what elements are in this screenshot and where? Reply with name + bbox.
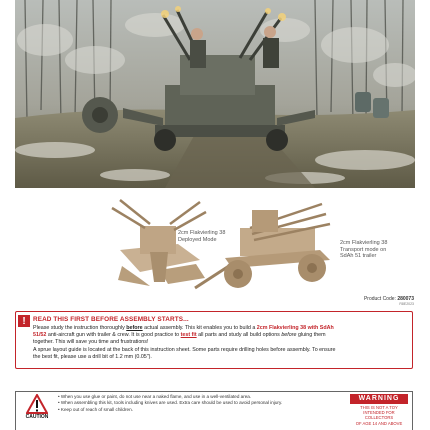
warning-panel (350, 394, 408, 426)
notice-line-3: together. This will save you time and frustrations! (33, 339, 149, 346)
transport-mode-line2: Transport mode on (340, 246, 387, 253)
read-first-notice (15, 311, 413, 369)
product-code-revision: R8E2023 (399, 302, 414, 306)
notice-title: READ THIS FIRST BEFORE ASSEMBLY STARTS... (33, 316, 189, 323)
notice-body (33, 325, 407, 361)
notice-line-5: the best fit, please use a drill bit of 1.2 mm (0.05"). (33, 353, 152, 360)
caution-item: • When assembling this kit, tools including knives are used. Extra care should be used to avoid personal injury. (58, 400, 348, 406)
notice-line-4: A sprue layout guide is located at the back of this instruction sheet. Some parts require drilling holes before assembly. To ensure (33, 346, 336, 353)
transport-model-render (195, 204, 330, 288)
product-code-label: Product Code: (363, 296, 396, 302)
transport-mode-label (340, 240, 387, 260)
warning-text: THIS IS NOT A TOY INTENDED FOR COLLECTORS OF AGE 14 AND ABOVE (355, 405, 403, 426)
deployed-mode-label (178, 230, 225, 243)
box-art-painting (15, 0, 415, 188)
caution-label: CAUTION (25, 414, 49, 420)
product-code-value: 280073 (397, 296, 414, 302)
deployed-mode-line1: 2cm Flakvierling 38 (178, 230, 226, 236)
caution-item: • Keep out of reach of small children. (58, 407, 348, 413)
warning-header: WARNING (350, 394, 408, 404)
product-models-area (0, 188, 430, 306)
snow-forest-scene (15, 0, 415, 188)
exclamation-icon: ! (18, 315, 30, 327)
notice-line-1: Please study the instruction thoroughly before actual assembly. This kit enables you to build a 2cm Flakvierling 38 with SdAh (33, 325, 334, 331)
caution-box (15, 391, 413, 430)
transport-mode-line3: SdAh 51 trailer (340, 253, 377, 259)
caution-item: • When you use glue or paint, do not use near a naked flame, and use in a well-ventilated area. (58, 394, 348, 400)
warning-triangle-icon (26, 394, 48, 414)
deployed-mode-line2: Deployed Mode (178, 236, 217, 243)
product-code (364, 296, 414, 306)
caution-list (58, 394, 348, 413)
deployed-model-render (112, 200, 206, 286)
transport-mode-line1: 2cm Flakvierling 38 (340, 240, 388, 246)
notice-line-2: 51/52 anti-aircraft gun with trailer & crew. It is good practice to test fit all parts and study all build options before gluing them (33, 332, 326, 339)
